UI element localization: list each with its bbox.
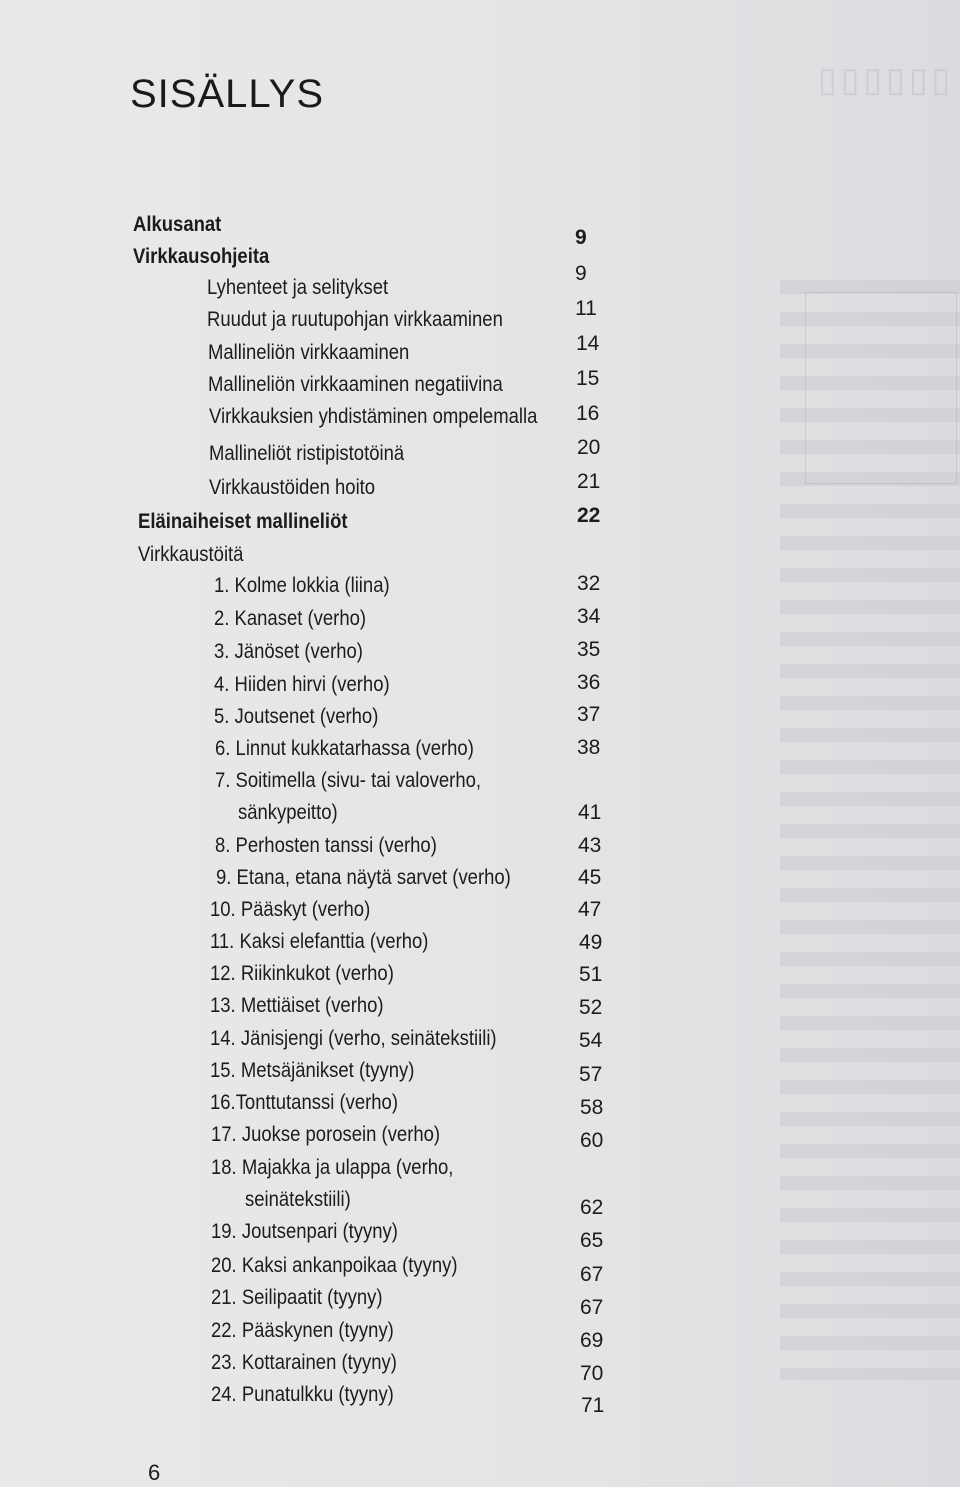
toc-page-number: 67 [580,1296,604,1319]
toc-page-number: 32 [577,572,601,595]
toc-page-number: 45 [578,866,602,889]
toc-entry: 2. Kanaset (verho) [214,607,367,630]
toc-entry: Virkkauksien yhdistäminen ompelemalla [209,405,538,428]
toc-entry: 20. Kaksi ankanpoikaa (tyyny) [211,1254,458,1277]
toc-entry: 4. Hiiden hirvi (verho) [214,673,390,696]
toc-entry: 6. Linnut kukkatarhassa (verho) [215,737,474,760]
toc-page-number: 35 [577,638,601,661]
toc-page-number: 21 [577,470,601,493]
toc-entry: Mallineliön virkkaaminen negatiivina [208,373,503,396]
toc-page-number: 16 [576,402,600,425]
toc-page-number: 9 [575,262,587,285]
toc-entry: 17. Juokse porosein (verho) [211,1123,441,1146]
toc-page-number: 70 [580,1362,604,1385]
toc-entry: sänkypeitto) [238,801,338,824]
toc-page-number: 57 [579,1063,603,1086]
toc-entry: 24. Punatulkku (tyyny) [211,1383,394,1406]
toc-entry: Lyhenteet ja selitykset [207,276,389,299]
toc-entry: 19. Joutsenpari (tyyny) [211,1220,398,1243]
toc-page-number: 65 [580,1229,604,1252]
toc-page-number: 52 [579,996,603,1019]
toc-entry: Mallineliön virkkaaminen [208,341,410,364]
toc-entry: 14. Jänisjengi (verho, seinätekstiili) [210,1027,497,1050]
toc-page-number: 15 [576,367,600,390]
toc-section-heading: Eläinaiheiset mallineliöt [138,510,348,533]
toc-section-heading: Virkkausohjeita [133,245,270,268]
page-title: SISÄLLYS [130,72,325,116]
toc-page-number: 22 [577,504,601,527]
toc-entry: 16.Tonttutanssi (verho) [210,1091,398,1114]
toc-entry: Mallineliöt ristipistotöinä [209,442,405,465]
facing-page-grid-box [805,292,957,484]
toc-page-number: 34 [577,605,601,628]
toc-page-number: 58 [580,1096,604,1119]
toc-entry: 12. Riikinkukot (verho) [210,962,394,985]
toc-entry: seinätekstiili) [245,1188,351,1211]
toc-page-number: 71 [581,1394,605,1417]
toc-page-number: 69 [580,1329,604,1352]
toc-section-heading: Alkusanat [133,213,222,236]
toc-entry: 10. Pääskyt (verho) [210,898,371,921]
toc-entry: 11. Kaksi elefanttia (verho) [210,930,429,953]
toc-entry: 5. Joutsenet (verho) [214,705,379,728]
toc-page-number: 51 [579,963,603,986]
toc-entry: 18. Majakka ja ulappa (verho, [211,1156,454,1179]
toc-page-number: 14 [576,332,600,355]
toc-entry: 7. Soitimella (sivu- tai valoverho, [215,769,482,792]
toc-page-number: 36 [577,671,601,694]
toc-entry: 13. Mettiäiset (verho) [210,994,384,1017]
toc-entry: 22. Pääskynen (tyyny) [211,1319,394,1342]
facing-page-ghost-heading: ▯▯▯▯▯▯ [818,61,955,99]
toc-entry: 1. Kolme lokkia (liina) [214,574,390,597]
toc-page-number: 11 [575,297,597,320]
toc-entry: Ruudut ja ruutupohjan virkkaaminen [207,308,503,331]
toc-entry: 21. Seilipaatit (tyyny) [211,1286,383,1309]
page-number: 6 [148,1460,161,1485]
toc-entry: 3. Jänöset (verho) [214,640,363,663]
toc-entry: 23. Kottarainen (tyyny) [211,1351,397,1374]
toc-page-number: 47 [578,898,602,921]
toc-page-number: 49 [579,931,603,954]
toc-entry: 9. Etana, etana näytä sarvet (verho) [216,866,511,889]
toc-page-number: 20 [577,436,601,459]
toc-page-number: 54 [579,1029,603,1052]
toc-page-number: 38 [577,736,601,759]
toc-entry: 15. Metsäjänikset (tyyny) [210,1059,415,1082]
toc-page-number: 9 [575,226,587,249]
toc-page-number: 60 [580,1129,604,1152]
toc-entry: Virkkaustöitä [138,543,244,566]
toc-entry: 8. Perhosten tanssi (verho) [215,834,437,857]
toc-page-number: 37 [577,703,601,726]
toc-page-number: 41 [578,801,602,824]
toc-page-number: 67 [580,1263,604,1286]
toc-entry: Virkkaustöiden hoito [209,476,376,499]
toc-page-number: 43 [578,834,602,857]
toc-page-number: 62 [580,1196,604,1219]
